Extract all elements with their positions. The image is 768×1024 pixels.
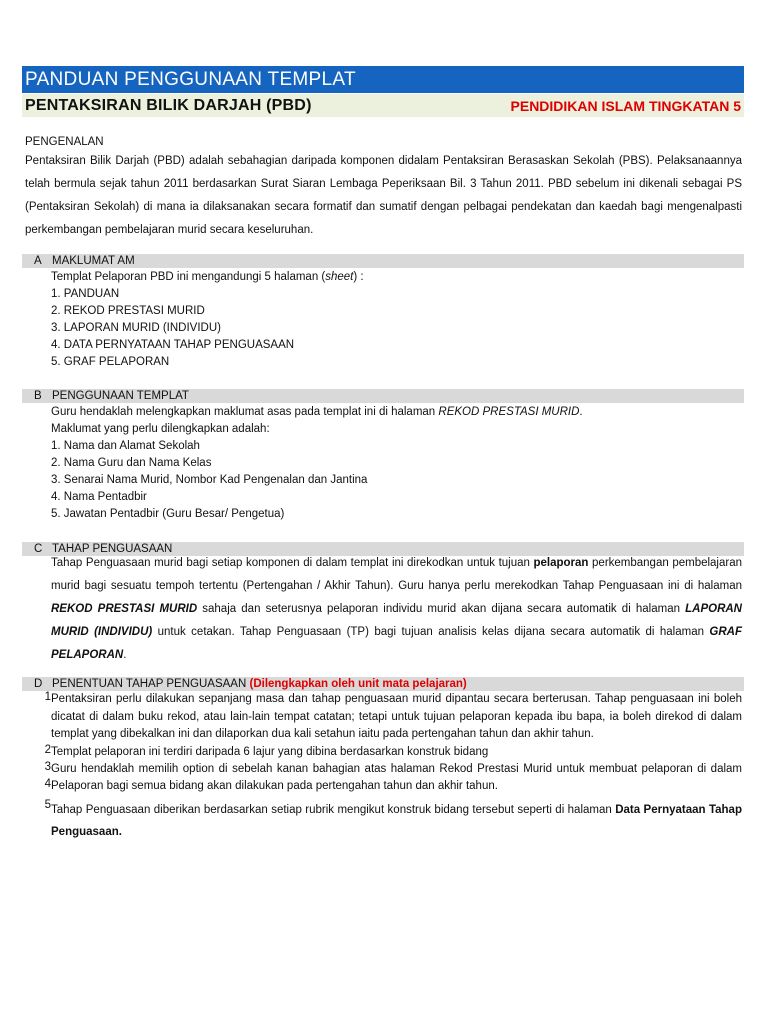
list-item: 4. DATA PERNYATAAN TAHAP PENGUASAAN: [51, 339, 295, 351]
section-b-lead2: Maklumat yang perlu dilengkapkan adalah:: [51, 423, 270, 435]
list-item: 3. LAPORAN MURID (INDIVIDU): [51, 322, 221, 334]
page-title: PANDUAN PENGGUNAAN TEMPLAT: [22, 66, 744, 93]
item-text: Pelaporan bagi semua bidang akan dilakukan pada pertengahan tahun dan akhir tahun.: [51, 780, 498, 792]
section-c-paragraph: Tahap Penguasaan murid bagi setiap komponen di dalam templat ini direkodkan untuk tujuan pelaporan perkembangan pembelajaran murid bagi sesuatu tempoh tertentu (Pertengahan / Akhir Tahun). Guru hanya perlu merekodkan Tahap Penguasaan ini di halaman REKOD PRESTASI MURID sahaja dan seterusnya pelaporan individu murid akan dijana secara automatik di halaman LAPORAN MURID (INDIVIDU) untuk cetakan. Tahap Penguasaan (TP) bagi tujuan analisis kelas dijana secara automatik di halaman GRAF PELAPORAN.: [51, 557, 743, 661]
item-text: Guru hendaklah memilih option di sebelah kanan bahagian atas halaman Rekod Prestasi Murid untuk membuat pelaporan di dalam: [51, 763, 742, 775]
subject-label: PENDIDIKAN ISLAM TINGKATAN 5: [510, 97, 741, 114]
section-d-body: [44, 691, 742, 843]
list-item: 2. REKOD PRESTASI MURID: [51, 305, 205, 317]
section-d-header: [22, 677, 744, 691]
section-b-lead: Guru hendaklah melengkapkan maklumat asas pada templat ini di halaman REKOD PRESTASI MURID.: [51, 406, 583, 418]
section-letter: A: [34, 255, 42, 267]
list-item: [44, 691, 742, 744]
item-number: 2: [44, 743, 51, 756]
item-number: 1: [44, 691, 51, 703]
section-a-header: [22, 254, 744, 268]
section-title: TAHAP PENGUASAAN: [52, 543, 173, 555]
section-a-lead: Templat Pelaporan PBD ini mengandungi 5 halaman (sheet) :: [51, 271, 364, 283]
intro-section: [25, 135, 742, 242]
section-a-body: [51, 269, 742, 371]
list-item: 1. PANDUAN: [51, 288, 120, 300]
intro-paragraph: Pentaksiran Bilik Darjah (PBD) adalah sebahagian daripada komponen didalam Pentaksiran Berasaskan Sekolah (PBS). Pelaksanaannya telah bermula sejak tahun 2011 berdasarkan Surat Siaran Lembaga Peperiksaan Bil. 3 Tahun 2011. PBD sebelum ini dikenali sebagai PS (Pentaksiran Sekolah) di mana ia dilaksanakan secara formatif dan sumatif dengan pelbagai pendekatan dan kaedah bagi mengenalpasti perkembangan pembelajaran murid secara keseluruhan.: [25, 155, 742, 236]
section-letter: D: [34, 678, 43, 690]
list-item: 5. Jawatan Pentadbir (Guru Besar/ Pengetua): [51, 508, 285, 520]
section-letter: C: [34, 543, 43, 555]
section-title: MAKLUMAT AM: [52, 255, 135, 267]
list-item: 5. GRAF PELAPORAN: [51, 356, 170, 368]
intro-heading: PENGENALAN: [25, 136, 104, 148]
list-item: [44, 743, 742, 762]
section-c-body: [51, 552, 742, 667]
section-title: PENENTUAN TAHAP PENGUASAAN: [52, 678, 247, 690]
item-text: Templat pelaporan ini terdiri daripada 6 lajur yang dibina berdasarkan konstruk bidang: [51, 745, 489, 758]
section-b-body: [51, 404, 742, 523]
section-b-header: [22, 389, 744, 403]
list-item: [44, 761, 742, 778]
list-item: [44, 798, 742, 843]
section-title-note: (Dilengkapkan oleh unit mata pelajaran): [249, 678, 467, 690]
item-number: 4: [44, 778, 51, 790]
item-text: Pentaksiran perlu dilakukan sepanjang masa dan tahap penguasaan murid dipantau secara berterusan. Tahap penguasaan ini boleh dicatat di dalam buku rekod, atau lain-lain tempat catatan; tetapi untuk tujuan pelaporan kepada ibu bapa, ia boleh direkod di dalam templat yang dibekalkan ini dan dilaporkan dua kali setahun iaitu pada pertengahan tahun dan akhir tahun.: [51, 693, 742, 740]
section-letter: B: [34, 390, 42, 402]
item-number: 3: [44, 761, 51, 773]
list-item: [44, 778, 742, 796]
subtitle: PENTAKSIRAN BILIK DARJAH (PBD): [25, 96, 312, 114]
list-item: 1. Nama dan Alamat Sekolah: [51, 440, 200, 452]
subtitle-bar: [22, 94, 744, 117]
list-item: 3. Senarai Nama Murid, Nombor Kad Pengenalan dan Jantina: [51, 474, 368, 486]
section-title: PENGGUNAAN TEMPLAT: [52, 390, 189, 402]
item-text: Tahap Penguasaan diberikan berdasarkan setiap rubrik mengikut konstruk bidang tersebut seperti di halaman Data Pernyataan Tahap Penguasaan.: [51, 803, 742, 838]
list-item: 2. Nama Guru dan Nama Kelas: [51, 457, 212, 469]
item-number: 5: [44, 798, 51, 811]
list-item: 4. Nama Pentadbir: [51, 491, 147, 503]
